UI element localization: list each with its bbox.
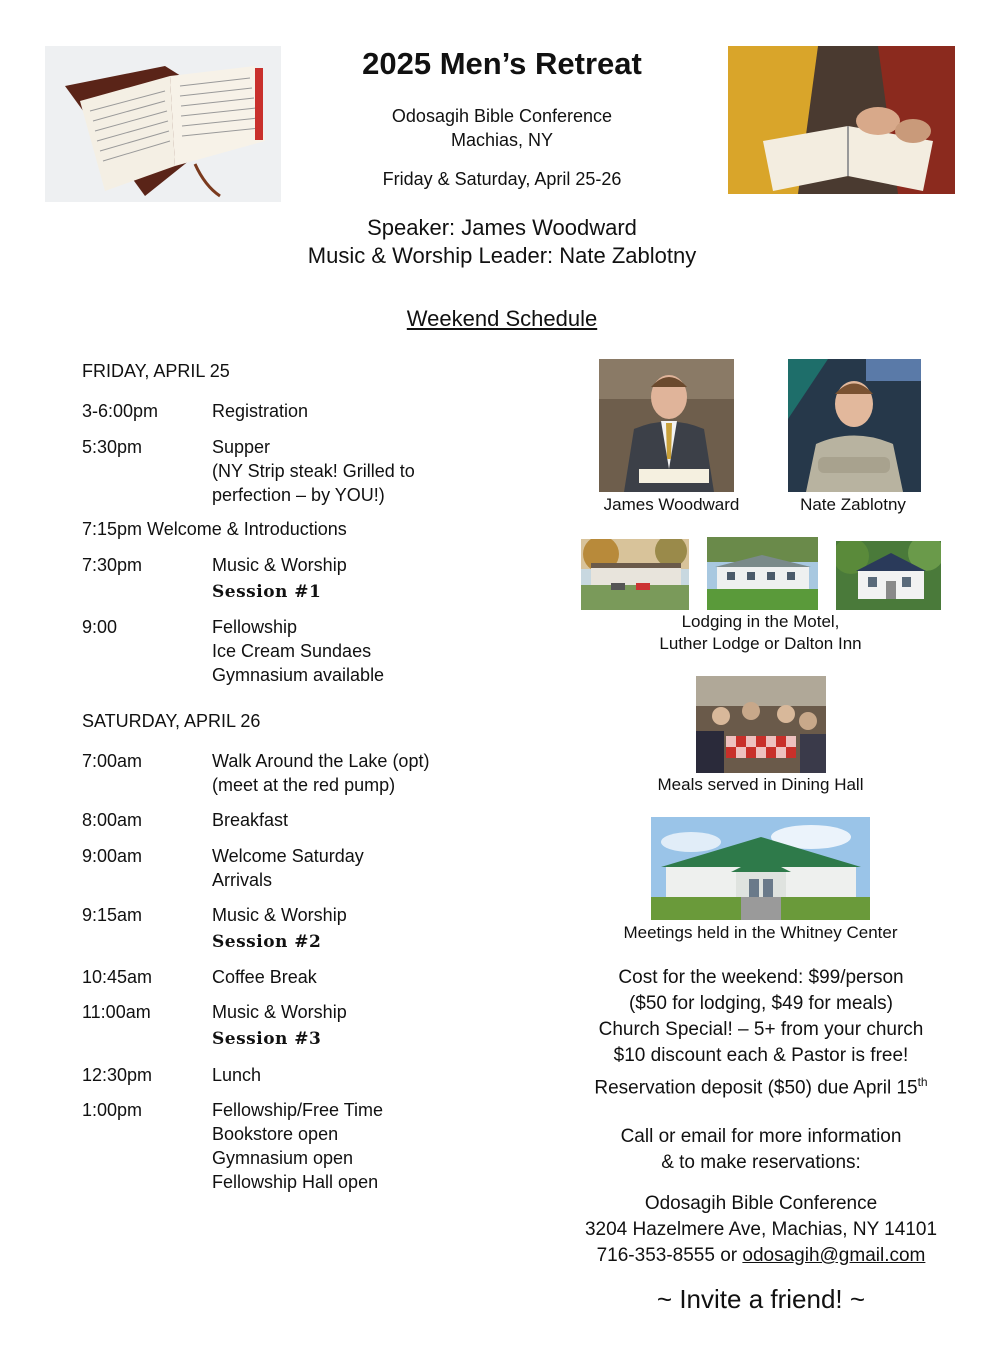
- schedule-activity: [212, 903, 347, 954]
- schedule-activity: [212, 749, 429, 797]
- schedule-time: 5:30pm: [82, 437, 143, 457]
- schedule-activity: [212, 844, 364, 892]
- dining-hall-caption: Meals served in Dining Hall: [657, 775, 864, 794]
- activity-line: Ice Cream Sundaes: [212, 641, 372, 661]
- nate-zablotny-photo: [788, 359, 921, 492]
- schedule-activity: [212, 399, 308, 423]
- activity-line: Coffee Break: [212, 967, 317, 987]
- schedule-time: 9:15am: [82, 905, 143, 925]
- activity-line: Gymnasium open: [212, 1148, 354, 1168]
- music-leader-line: Music & Worship Leader: Nate Zablotny: [307, 243, 697, 268]
- schedule-time: 10:45am: [82, 967, 153, 987]
- schedule-activity: [212, 553, 347, 604]
- friday-label: FRIDAY, APRIL 25: [82, 361, 230, 381]
- schedule-heading: Weekend Schedule: [406, 306, 598, 331]
- schedule-time: 1:00pm: [82, 1100, 143, 1120]
- schedule-activity: [212, 615, 384, 687]
- deposit-text: Reservation deposit ($50) due April 15: [594, 1077, 918, 1099]
- page-title: 2025 Men’s Retreat: [362, 46, 642, 81]
- deposit-suffix: th: [917, 1075, 928, 1089]
- schedule-time: 12:30pm: [82, 1065, 153, 1085]
- org-name: Odosagih Bible Conference: [644, 1193, 878, 1214]
- session-label: Session #1: [212, 582, 322, 602]
- cost-line: ($50 for lodging, $49 for meals): [628, 993, 894, 1014]
- contact-details: [560, 1191, 962, 1269]
- activity-line: Supper: [212, 437, 271, 457]
- activity-line: Walk Around the Lake (opt): [212, 751, 430, 771]
- schedule-activity: [212, 1098, 383, 1194]
- schedule-time: 7:30pm: [82, 555, 143, 575]
- saturday-label: SATURDAY, APRIL 26: [82, 711, 261, 731]
- activity-line: Gymnasium available: [212, 665, 385, 685]
- luther-lodge-photo: [707, 537, 818, 610]
- schedule-activity: [212, 965, 317, 989]
- motel-photo: [581, 539, 689, 610]
- nate-zablotny-caption: Nate Zablotny: [800, 495, 906, 514]
- schedule-combined-line: 7:15pm Welcome & Introductions: [82, 519, 347, 539]
- session-label: Session #3: [212, 1029, 322, 1049]
- schedule-time: 3-6:00pm: [82, 401, 159, 421]
- reading-bible-photo-right: [728, 46, 955, 194]
- bible-photo-left: [45, 46, 281, 202]
- schedule-activity: [212, 435, 415, 507]
- activity-line: Breakfast: [212, 810, 289, 830]
- phone-number[interactable]: 716-353-8555: [596, 1245, 715, 1266]
- activity-line: (NY Strip steak! Grilled to: [212, 461, 415, 481]
- activity-line: Music & Worship: [212, 1002, 347, 1022]
- activity-line: Fellowship: [212, 617, 298, 637]
- activity-line: Music & Worship: [212, 555, 347, 575]
- contact-prompt: [560, 1124, 962, 1176]
- speaker-line: Speaker: James Woodward: [367, 215, 637, 240]
- james-woodward-photo: [599, 359, 734, 492]
- activity-line: Lunch: [212, 1065, 262, 1085]
- invite-line: ~ Invite a friend! ~: [656, 1284, 866, 1314]
- schedule-time: 9:00: [82, 617, 118, 637]
- activity-line: Fellowship Hall open: [212, 1172, 379, 1192]
- cost-line: Church Special! – 5+ from your church: [598, 1019, 924, 1040]
- session-label: Session #2: [212, 932, 322, 952]
- venue-location: Machias, NY: [450, 130, 554, 150]
- contact-line: [560, 1243, 962, 1269]
- schedule-activity: [212, 1000, 347, 1051]
- james-woodward-caption: James Woodward: [603, 495, 740, 514]
- activity-line: Registration: [212, 401, 309, 421]
- lodging-caption-line2: Luther Lodge or Dalton Inn: [659, 634, 862, 653]
- or-text: or: [720, 1245, 738, 1266]
- activity-line: Bookstore open: [212, 1124, 339, 1144]
- whitney-center-caption: Meetings held in the Whitney Center: [623, 923, 898, 942]
- activity-line: Welcome Saturday: [212, 846, 364, 866]
- contact-prompt-line: & to make reservations:: [661, 1152, 861, 1173]
- activity-line: (meet at the red pump): [212, 775, 396, 795]
- schedule-activity: [212, 1063, 261, 1087]
- cost-line: Cost for the weekend: $99/person: [618, 967, 904, 988]
- schedule-time: 7:00am: [82, 751, 143, 771]
- schedule-time: 9:00am: [82, 846, 143, 866]
- dining-hall-photo: [696, 676, 826, 773]
- schedule-activity: [212, 808, 288, 832]
- activity-line: Arrivals: [212, 870, 273, 890]
- lodging-caption-line1: Lodging in the Motel,: [681, 612, 840, 631]
- email-link[interactable]: odosagih@gmail.com: [742, 1245, 926, 1266]
- venue-name: Odosagih Bible Conference: [391, 106, 613, 126]
- cost-line: $10 discount each & Pastor is free!: [613, 1045, 909, 1066]
- org-address: 3204 Hazelmere Ave, Machias, NY 14101: [584, 1219, 938, 1240]
- activity-line: Music & Worship: [212, 905, 347, 925]
- deposit-line: [560, 1069, 962, 1101]
- schedule-time: 11:00am: [82, 1002, 151, 1022]
- activity-line: perfection – by YOU!): [212, 485, 385, 505]
- whitney-center-photo: [651, 817, 870, 920]
- event-dates: Friday & Saturday, April 25-26: [382, 169, 622, 189]
- dalton-inn-photo: [836, 541, 941, 610]
- schedule-time: 8:00am: [82, 810, 143, 830]
- activity-line: Fellowship/Free Time: [212, 1100, 384, 1120]
- cost-info: [560, 965, 962, 1101]
- contact-prompt-line: Call or email for more information: [620, 1126, 902, 1147]
